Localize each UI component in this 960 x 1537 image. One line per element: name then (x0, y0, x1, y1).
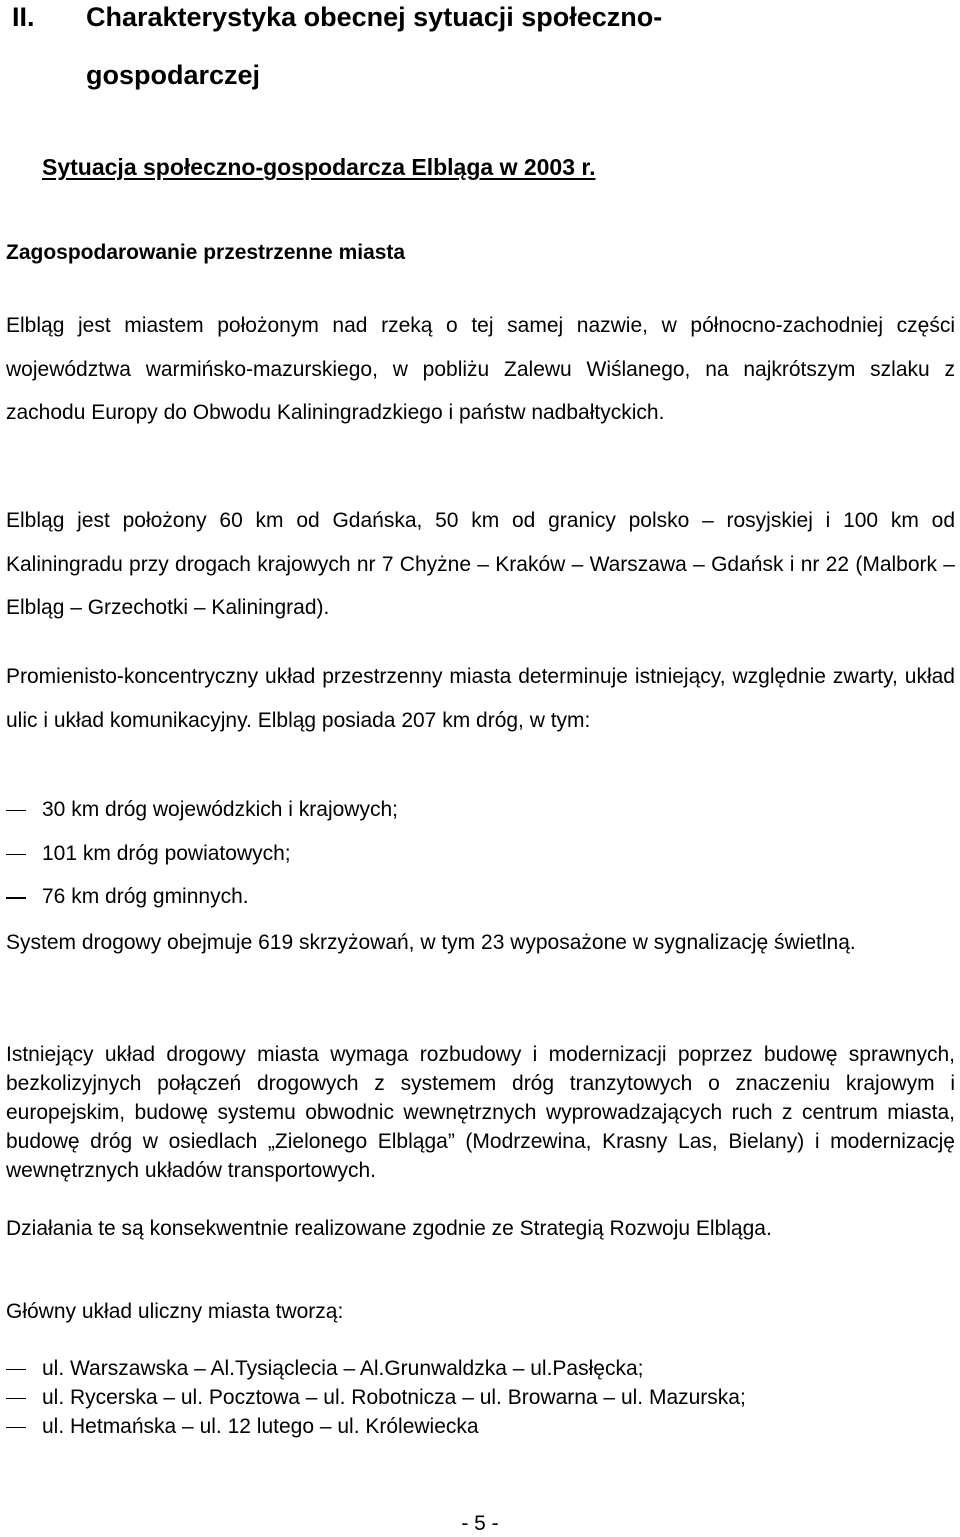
dash-bullet (6, 897, 26, 899)
paragraph-strategy: Działania te są konsekwentnie realizowane zgodnie ze Strategią Rozwoju Elbląga. (6, 1217, 772, 1240)
dash-bullet (6, 810, 26, 812)
paragraph-intersections: System drogowy obejmuje 619 skrzyżowań, w tym 23 wyposażone w sygnalizację świetlną. (6, 931, 856, 954)
dash-bullet (6, 1369, 26, 1371)
paragraph-layout: Promienisto-koncentryczny układ przestrzenny miasta determinuje istniejący, względnie zwarty, układ ulic i układ komunikacyjny. Elbląg posiada 207 km dróg, w tym: (6, 665, 955, 732)
roads-list (0, 788, 398, 919)
chapter-title-line1: Charakterystyka obecnej sytuacji społeczno- (86, 2, 663, 32)
paragraph-streets-intro: Główny układ uliczny miasta tworzą: (6, 1300, 344, 1323)
list-item (0, 1354, 746, 1383)
list-item-text: ul. Rycerska – ul. Pocztowa – ul. Robotnicza – ul. Browarna – ul. Mazurska; (42, 1386, 746, 1409)
chapter-title-line2: gospodarczej (86, 60, 261, 90)
section-subheading: Sytuacja społeczno-gospodarcza Elbląga w 2003 r. (42, 154, 596, 180)
list-item-text: 30 km dróg wojewódzkich i krajowych; (42, 798, 398, 821)
paragraph-modernization: Istniejący układ drogowy miasta wymaga rozbudowy i modernizacji poprzez budowę sprawnych, bezkolizyjnych połączeń drogowych z systemem dróg tranzytowych o znaczeniu krajowym i europejskim, budowę systemu obwodnic wewnętrznych wyprowadzających ruch z centrum miasta, budowę dróg w osiedlach „Zielonego Elbląga” (Modrzewina, Krasny Las, Bielany) i modernizację wewnętrznych układów transportowych. (6, 1043, 955, 1182)
paragraph-location: Elbląg jest miastem położonym nad rzeką o tej samej nazwie, w północno-zachodniej części województwa warmińsko-mazurskiego, w pobliżu Zalewu Wiślanego, na najkrótszym szlaku z zachodu Europy do Obwodu Kaliningradzkiego i państw nadbałtyckich. (6, 314, 955, 425)
paragraph-distances: Elbląg jest położony 60 km od Gdańska, 50 km od granicy polsko – rosyjskiej i 100 km od Kaliningradu przy drogach krajowych nr 7 Chyżne – Kraków – Warszawa – Gdańsk i nr 22 (Malbork – Elbląg – Grzechotki – Kaliningrad). (6, 509, 955, 620)
list-item (0, 788, 398, 832)
dash-bullet (6, 854, 26, 856)
dash-bullet (6, 1427, 26, 1429)
list-item (0, 832, 398, 876)
list-item-text: 101 km dróg powiatowych; (42, 841, 291, 865)
page-number: - 5 - (461, 1512, 499, 1535)
list-item-text: 76 km dróg gminnych. (42, 885, 249, 909)
list-item (0, 875, 398, 919)
streets-list (0, 1354, 746, 1441)
list-item-text: ul. Hetmańska – ul. 12 lutego – ul. Królewiecka (42, 1415, 479, 1438)
section-title: Zagospodarowanie przestrzenne miasta (6, 241, 406, 264)
list-item (0, 1383, 746, 1412)
chapter-number: II. (12, 2, 35, 32)
dash-bullet (6, 1398, 26, 1400)
list-item-text: ul. Warszawska – Al.Tysiąclecia – Al.Grunwaldzka – ul.Pasłęcka; (42, 1357, 644, 1380)
list-item (0, 1412, 746, 1441)
